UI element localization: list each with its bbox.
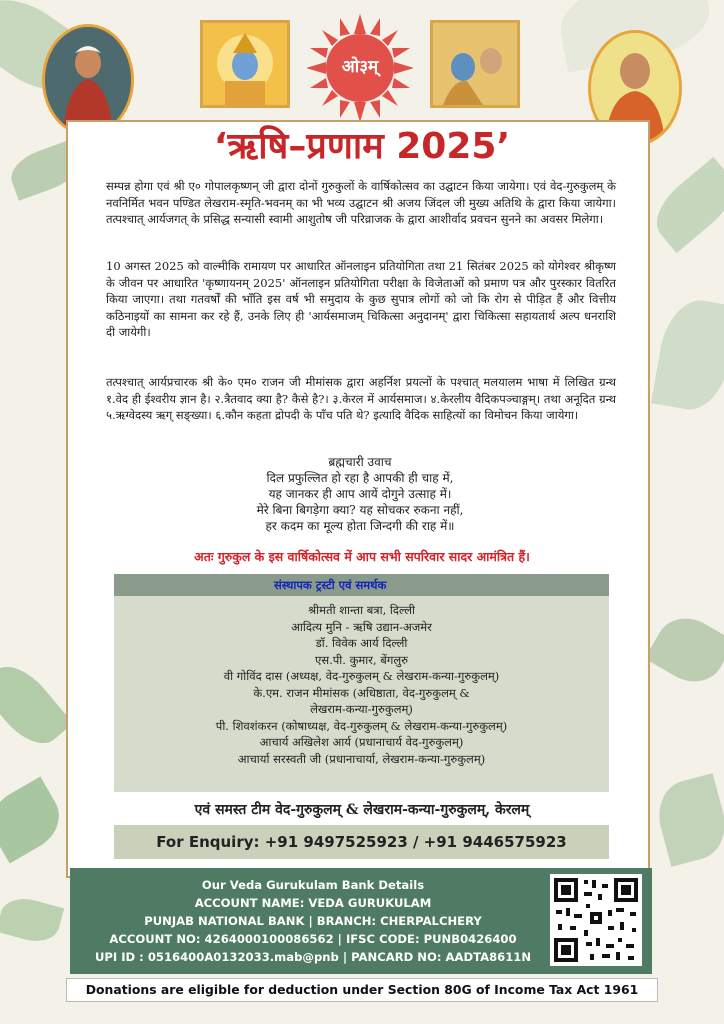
bank-account-number: ACCOUNT NO: 4264000100086562 | IFSC CODE: PUNB0426400 [109,932,517,946]
poem-title: ब्रह्मचारी उवाच [328,455,392,469]
bank-heading: Our Veda Gurukulam Bank Details [201,878,425,892]
bank-upi: UPI ID : 0516400A0132033.mab@pnb | PANCARD NO: AADTA8611N [94,950,532,964]
trustee-name: आचार्या सरस्वती जी (प्रधानाचार्या, लेखराम-कन्या-गुरुकुलम्) [237,751,486,766]
poem-line: दिल प्रफुल्लित हो रहा है आपकी ही चाह में, [266,471,454,485]
paragraph-books: तत्पश्चात् आर्यप्रचारक श्री के० एम० राजन जी मीमांसक द्वारा अहर्निश प्रयत्नों के पश्चात् मलयालम भाषा में लिखित ग्रन्थ १.वेद ही ईश्वरीय ज्ञान है। २.त्रैतवाद क्या है? कैसे है?। ३.केरल में आर्यसमाज। ४.केरलीय वैदिकपञ्चाङ्गम्। तथा अनूदित ग्रन्थ ५.ऋग्वेदस्य ऋग् सङ्ख्या। ६.कौन कहता द्रोपदी के पाँच पति थे? इत्यादि वैदिक साहित्यों का विमोचन किया जायेगा। [106,375,616,422]
bank-account-name: ACCOUNT NAME: VEDA GURUKULAM [194,896,432,910]
poem [160,454,560,534]
trustee-name: आचार्य अखिलेश आर्य (प्रधानाचार्य वेद-गुरुकुलम्) [259,735,464,749]
enquiry-contact: For Enquiry: +91 9497525923 / +91 9446575923 [114,825,609,859]
bank-details [70,868,652,974]
trustee-name: पी. शिवशंकरन (कोषाध्यक्ष, वेद-गुरुकुलम् & लेखराम-कन्या-गुरुकुलम्) [215,718,508,733]
poem-line: मेरे बिना बिगड़ेगा क्या? यह सोचकर रुकना नहीं, [256,503,464,517]
team-line: एवं समस्त टीम वेद-गुरुकुलम् & लेखराम-कन्या-गुरुकुलम्, केरलम् [194,802,530,818]
trustee-name: आदित्य मुनि - ऋषि उद्यान-अजमेर [291,619,432,634]
page-title: ‘ऋषि–प्रणाम 2025’ [213,126,511,167]
poem-line: यह जानकर ही आप आयें दोगुने उत्साह में। [268,487,452,501]
invitation-line: अतः गुरुकुल के इस वार्षिकोत्सव में आप सभी सपरिवार सादर आमंत्रित हैं। [194,549,530,564]
trustee-name: एस.पी. कुमार, बेंगलुरु [314,652,409,667]
paragraph-competition: 10 अगस्त 2025 को वाल्मीकि रामायण पर आधारित ऑनलाइन प्रतियोगिता तथा 21 सितंबर 2025 को योगेश्वर श्रीकृष्ण के जीवन पर आधारित 'कृष्णायनम् 2025' ऑनलाइन प्रतियोगिता परीक्षा के विजेताओं को प्रमाण पत्र और पुरस्कार वितरित किया जाएगा। तथा गतवर्षों की भाँति इस वर्ष भी समुदाय के कुछ सुपात्र लोगों को जो कि रोग से पीड़ित हैं और वित्तीय कठिनाइयों का सामना कर रहे हैं, उनके लिए ही 'आर्यसमाजम् चिकित्सा अनुदानम्' द्वारा चिकित्सा सहायतार्थ अल्प धनराशि दी जायेगी। [106,259,616,339]
bank-branch: PUNJAB NATIONAL BANK | BRANCH: CHERPALCHERY [144,914,482,928]
poem-line: हर कदम का मूल्य होता जिन्दगी की राह में॥ [265,519,455,533]
qr-code-icon [550,874,642,966]
trustee-name: डॉ. विवेक आर्य दिल्ली [315,636,408,650]
trustees-box [114,574,609,792]
trustee-name: के.एम. राजन मीमांसक (अधिष्ठाता, वेद-गुरुकुलम् & [253,685,470,700]
trustees-heading: संस्थापक ट्रस्टी एवं समर्थक [114,574,609,596]
trustee-name: लेखराम-कन्या-गुरुकुलम्) [310,702,413,716]
trustee-name: वी गोविंद दास (अध्यक्ष, वेद-गुरुकुलम् & लेखराम-कन्या-गुरुकुलम्) [223,669,500,683]
paragraph-intro: सम्पन्न होगा एवं श्री ए० गोपालकृष्णन् जी द्वारा दोनों गुरुकुलों के वार्षिकोत्सव का उद्घाटन किया जायेगा। एवं वेद-गुरुकुलम् के नवनिर्मित भवन पण्डित लेखराम-स्मृति-भवनम् का भी भव्य उद्घाटन श्री अजय जिंदल जी मुख्य अतिथि के द्वारा किया जायेगा। तत्पश्चात् आर्यजगत् के प्रसिद्ध सन्यासी स्वामी आशुतोष जी परिव्राजक के द्वारा आशीर्वाद प्रवचन सुनने का अवसर मिलेगा। [106,179,616,226]
portrait-rama [200,20,290,108]
om-text: ओ३म् [341,57,379,77]
portrait-krishna [430,20,520,108]
tax-exemption-note: Donations are eligible for deduction under Section 80G of Income Tax Act 1961 [66,978,658,1002]
om-emblem [306,14,414,122]
trustee-name: श्रीमती शान्ता बत्रा, दिल्ली [308,603,415,617]
qr-code[interactable] [550,874,642,966]
